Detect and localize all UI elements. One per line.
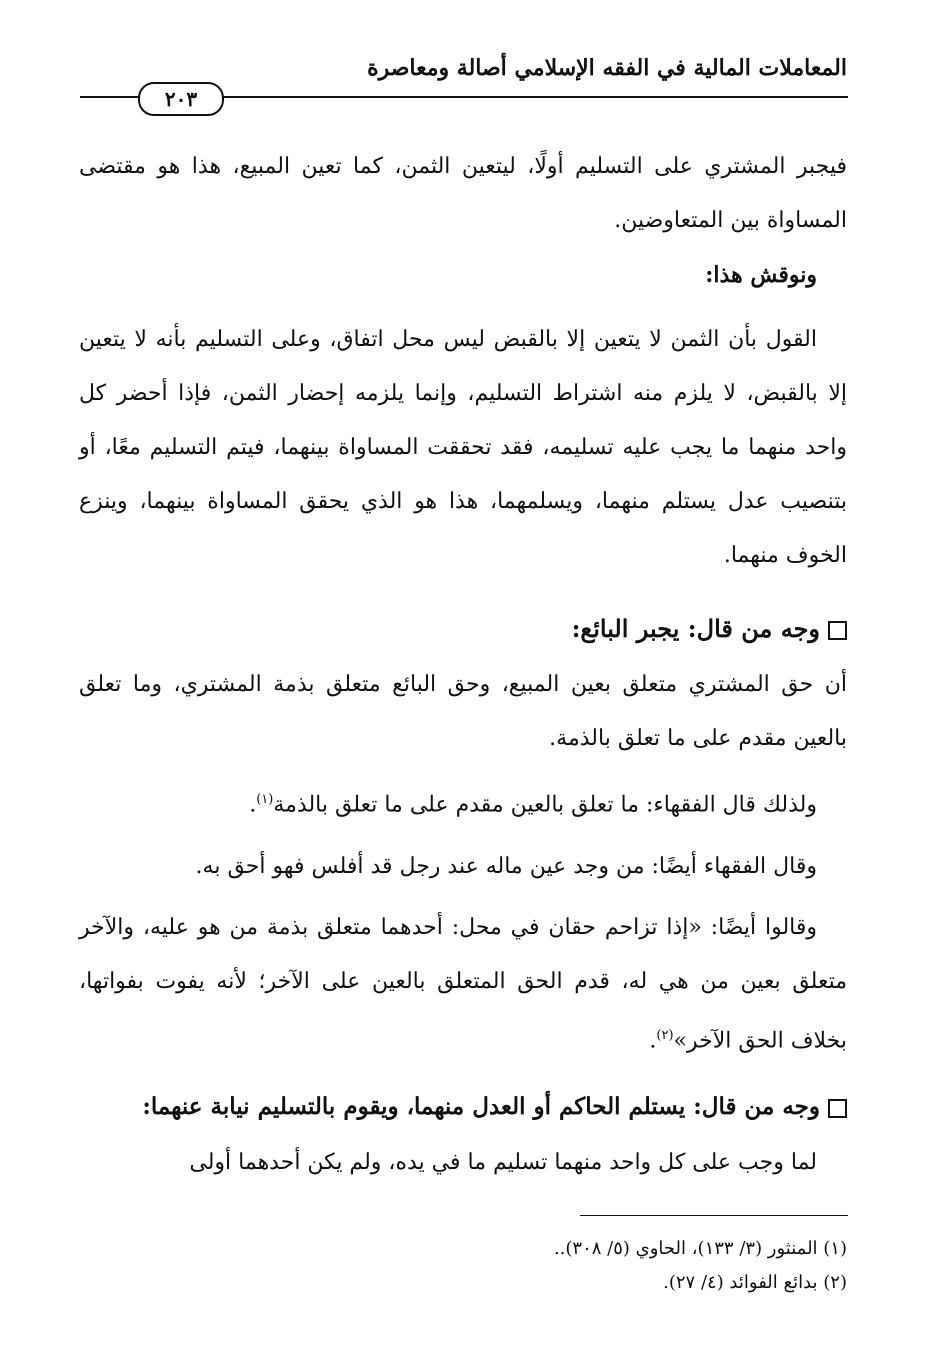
footnote-reference: (١) [256, 792, 274, 807]
period: . [649, 1028, 657, 1054]
heading-text: وجه من قال: يستلم الحاكم أو العدل منهما، ويقوم بالتسليم نيابة عنهما: [142, 1093, 820, 1120]
section-heading [79, 604, 847, 654]
page-number-badge: ٢٠٣ [138, 82, 224, 116]
heading-text: وجه من قال: يجبر البائع: [571, 614, 820, 643]
footnote-reference: (٢) [656, 1028, 674, 1044]
section-block-2 [79, 604, 847, 1069]
checkbox-square-icon [828, 621, 847, 640]
section-heading [79, 1082, 847, 1132]
section-heading: ونوقش هذا: [705, 262, 817, 288]
footnote-rule [580, 1215, 848, 1216]
paragraph [79, 901, 847, 1068]
period: . [249, 792, 257, 818]
footnote: (٢) بدائع الفوائد (٤/ ٢٧). [663, 1272, 847, 1293]
paragraph: وقال الفقهاء أيضًا: من وجد عين ماله عند رجل قد أفلس فهو أحق به. [195, 854, 817, 880]
section-block-3 [79, 1082, 847, 1190]
paragraph: أن حق المشتري متعلق بعين المبيع، وحق البائع متعلق بذمة المشتري، وما تعلق بالعين مقدم على ما تعلق بالذمة. [79, 672, 847, 751]
paragraph-block-1 [79, 140, 847, 302]
paragraph: فيجبر المشتري على التسليم أولًا، ليتعين الثمن، كما تعين المبيع، هذا هو مقتضى المساواة بين المتعاوضين. [79, 154, 847, 233]
footnotes [79, 1232, 847, 1300]
checkbox-square-icon [828, 1099, 847, 1118]
paragraph-block-2 [79, 313, 847, 583]
running-header: المعاملات المالية في الفقه الإسلامي أصالة ومعاصرة [367, 55, 847, 81]
paragraph-text: وقالوا أيضًا: «إذا تزاحم حقان في محل: أحدهما متعلق بذمة من هو عليه، والآخر متعلق بعين من هي له، قدم الحق المتعلق بالعين على الآخر؛ لأنه يفوت بفواتها، بخلاف الحق الآخر» [79, 915, 847, 1054]
paragraph: القول بأن الثمن لا يتعين إلا بالقبض ليس محل اتفاق، وعلى التسليم بأنه لا يتعين إلا بالقبض، لا يلزم منه اشتراط التسليم، وإنما يلزمه إحضار الثمن، فإذا أحضر كل واحد منهما ما يجب عليه تسليمه، فقد تحققت المساواة بينهما، فيتم التسليم معًا، أو بتنصيب عدل يستلم منهما، ويسلمهما، هذا هو الذي يحقق المساواة بينهما، وينزع الخوف منهما. [79, 327, 847, 568]
paragraph: لما وجب على كل واحد منهما تسليم ما في يده، ولم يكن أحدهما أولى [189, 1150, 817, 1175]
paragraph-text: ولذلك قال الفقهاء: ما تعلق بالعين مقدم على ما تعلق بالذمة [273, 792, 817, 818]
footnote: (١) المنثور (٣/ ١٣٣)، الحاوي (٥/ ٣٠٨).. [553, 1238, 847, 1259]
paragraph [79, 772, 847, 833]
